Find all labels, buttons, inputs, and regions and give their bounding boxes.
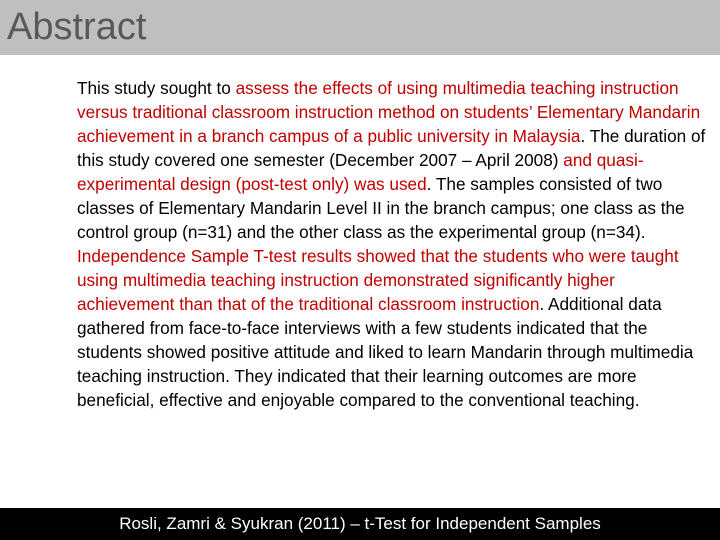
footer-citation: Rosli, Zamri & Syukran (2011) – t-Test for Independent Samples <box>119 514 601 533</box>
abstract-highlight-text: Independence Sample T-test results showed that the students who were taught using multimedia teaching instruction demonstrated significantly higher achievement than that of the traditional classroom instruction <box>77 246 679 314</box>
abstract-text: . Additional data gathered from face-to-face interviews with a few students indicated that the students showed positive attitude and liked to learn Mandarin through multimedia teaching instruction. They indicated that their learning outcomes are more beneficial, effective and enjoyable compared to the conventional teaching. <box>77 294 694 410</box>
footer-bar <box>0 508 720 540</box>
abstract-highlight-text: assess the effects of using multimedia teaching instruction versus traditional classroom instruction method on students’ Elementary Mandarin achievement in a branch campus of a public university in Malaysia <box>77 78 701 146</box>
abstract-paragraph <box>77 76 717 412</box>
title-bar <box>0 0 720 55</box>
slide-title: Abstract <box>7 6 147 48</box>
abstract-text: . The duration of this study covered one semester (December 2007 – April 2008) <box>77 126 706 170</box>
abstract-highlight-text: and quasi-experimental design (post-test only) was used <box>77 150 644 194</box>
abstract-text: . The samples consisted of two classes of Elementary Mandarin Level II in the branch campus; one class as the control group (n=31) and the other class as the experimental group (n=34). <box>77 174 685 242</box>
abstract-text: This study sought to <box>77 78 236 98</box>
